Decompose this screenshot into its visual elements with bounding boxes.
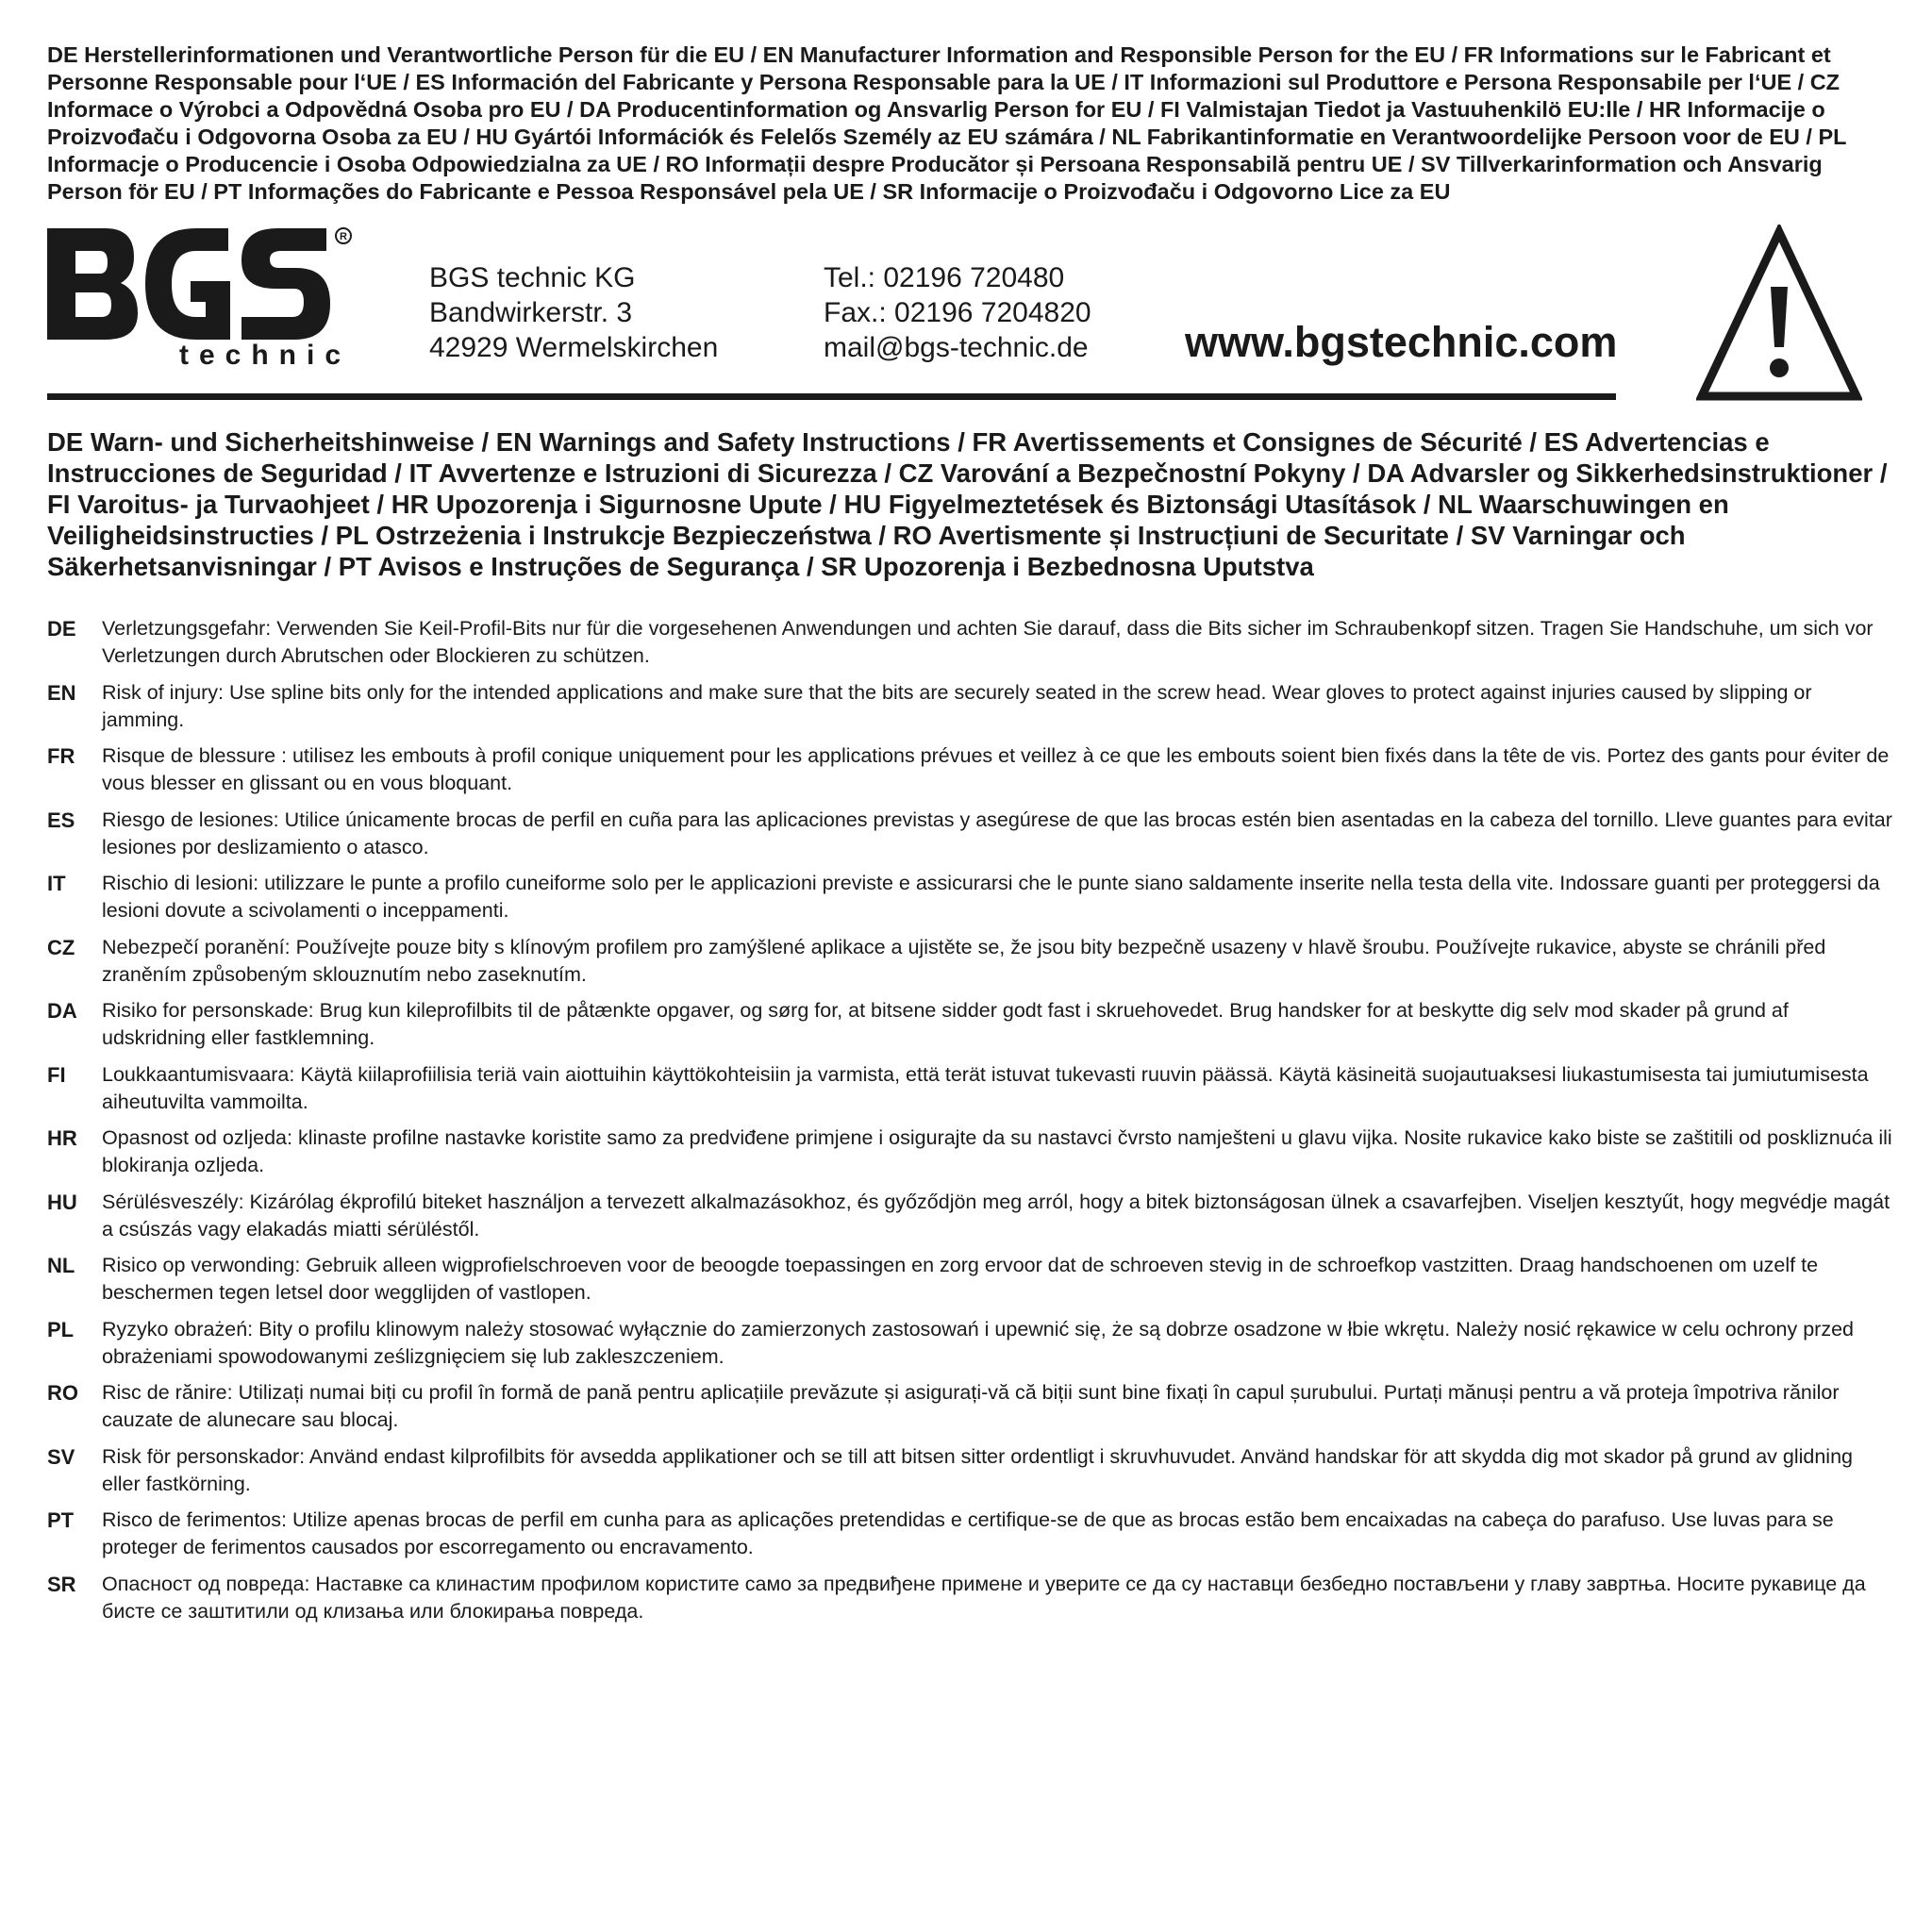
language-code: DA	[47, 999, 77, 1023]
contact-fax: Fax.: 02196 7204820	[824, 297, 1091, 328]
warning-item	[47, 870, 1896, 934]
warning-item	[47, 1061, 1896, 1125]
warning-text: Opasnost od ozljeda: klinaste profilne nastavke koristite samo za predviđene primjene i osigurajte da su nastavci čvrsto namješteni u glavu vijka. Nosite rukavice kako biste se zaštitili od poskliznuća ili blokiranja ozljeda.	[102, 1126, 1892, 1176]
website-url: www.bgstechnic.com	[1185, 318, 1618, 366]
language-code: DE	[47, 617, 76, 641]
warning-text: Risc de rănire: Utilizați numai biți cu profil în formă de pană pentru aplicațiile prevăzute și asigurați-vă că biții sunt bine fixați în capul șurubului. Purtați mănuși pentru a vă proteja împotriva rănilor cauzate de alunecare sau blocaj.	[102, 1381, 1840, 1431]
warning-item	[47, 1571, 1896, 1635]
warning-item	[47, 1252, 1896, 1316]
language-code: NL	[47, 1254, 75, 1277]
warning-item	[47, 1189, 1896, 1253]
warning-text: Loukkaantumisvaara: Käytä kiilaprofiilisia teriä vain aiottuihin käyttökohteisiin ja varmista, että terät istuvat tukevasti ruuvin päässä. Käytä käsineitä suojautuaksesi liukastumisesta tai jumiutumisesta aiheutuvilta vammoilta.	[102, 1062, 1869, 1113]
warning-text: Опасност од повреда: Наставке са клинастим профилом користите само за предвиђене примене и уверите се да су наставци безбедно постављени у главу завртња. Носите рукавице да бисте се заштитили од клизања или блокирања повреда.	[102, 1572, 1866, 1623]
warning-item	[47, 1443, 1896, 1507]
company-city: 42929 Wermelskirchen	[429, 332, 719, 363]
warning-item	[47, 997, 1896, 1061]
warning-item	[47, 1379, 1896, 1443]
company-street: Bandwirkerstr. 3	[429, 297, 633, 328]
warning-item	[47, 742, 1896, 807]
language-code: PL	[47, 1317, 75, 1341]
bgs-technic-logo	[47, 226, 358, 368]
contact-mail: mail@bgs-technic.de	[824, 332, 1089, 363]
warnings-list	[47, 615, 1896, 1634]
language-code: HU	[47, 1190, 77, 1214]
warning-text: Ryzyko obrażeń: Bity o profilu klinowym należy stosować wyłącznie do zamierzonych zastosowań i upewnić się, że są dobrze osadzone w łbie wkrętu. Należy nosić rękawice w celu ochrony przed obrażeniami spowodowanymi ześlizgnięciem się lub zakleszczeniem.	[102, 1317, 1855, 1368]
warning-text: Risque de blessure : utilisez les embouts à profil conique uniquement pour les applications prévues et veillez à ce que les embouts soient bien fixés dans la tête de vis. Portez des gants pour éviter de vous blesser en glissant ou en vous bloquant.	[102, 744, 1890, 794]
warning-text: Risco de ferimentos: Utilize apenas brocas de perfil em cunha para as aplicações pretendidas e certifique-se de que as brocas estão bem encaixadas na cabeça do parafuso. Use luvas para se proteger de ferimentos causados por escorregamento ou encravamento.	[102, 1508, 1834, 1558]
warning-item	[47, 1316, 1896, 1380]
warning-item	[47, 807, 1896, 871]
svg-text:technic: technic	[179, 340, 352, 368]
language-code: FI	[47, 1062, 66, 1087]
warning-text: Risico op verwonding: Gebruik alleen wigprofielschroeven voor de beoogde toepassingen en zorg ervoor dat de schroeven stevig in de schroefkop vastzitten. Draag handschoenen om uzelf te beschermen tegen letsel door wegglijden of vastlopen.	[102, 1254, 1819, 1304]
manufacturer-info-heading: DE Herstellerinformationen und Verantwortliche Person für die EU / EN Manufacturer Information and Responsible Person for the EU / FR Informations sur le Fabricant et Personne Responsable pour l‘UE / ES Información del Fabricante y Persona Responsable para la UE / IT Informazioni sul Produttore e Persona Responsabile per l‘UE / CZ Informace o Výrobci a Odpovědná Osoba pro EU / DA Producentinformation og Ansvarlig Person for EU / FI Valmistajan Tiedot ja Vastuuhenkilö EU:lle / HR Informacije o Proizvođaču i Odgovorna Osoba za EU / HU Gyártói Információk és Felelős Személy az EU számára / NL Fabrikantinformatie en Verantwoordelijke Persoon voor de EU / PL Informacje o Producencie i Osoba Odpowiedzialna za UE / RO Informații despre Producător și Persoana Responsabilă pentru UE / SV Tillverkarinformation och Ansvarig Person för EU / PT Informações do Fabricante e Pessoa Responsável pela UE / SR Informacije o Proizvođaču i Odgovorno Lice za EU	[47, 42, 1847, 204]
warning-item	[47, 679, 1896, 743]
contact-tel: Tel.: 02196 720480	[824, 262, 1065, 293]
language-code: PT	[47, 1508, 75, 1532]
warning-text: Verletzungsgefahr: Verwenden Sie Keil-Profil-Bits nur für die vorgesehenen Anwendungen und achten Sie darauf, dass die Bits sicher im Schraubenkopf sitzen. Tragen Sie Handschuhe, um sich vor Verletzungen durch Abrutschen oder Blockieren zu schützen.	[102, 617, 1874, 667]
language-code: SV	[47, 1444, 75, 1469]
warning-text: Risk of injury: Use spline bits only for the intended applications and make sure that the bits are securely seated in the screw head. Wear gloves to protect against injuries caused by slipping or jamming.	[102, 680, 1812, 731]
warning-item	[47, 934, 1896, 998]
warning-text: Rischio di lesioni: utilizzare le punte a profilo cuneiforme solo per le applicazioni previste e assicurarsi che le punte siano saldamente inserite nella testa della vite. Indossare guanti per proteggersi da lesioni dovute a scivolamenti o inceppamenti.	[102, 872, 1880, 922]
language-code: FR	[47, 744, 75, 768]
company-address	[429, 260, 718, 365]
warning-item	[47, 1507, 1896, 1571]
language-code: ES	[47, 808, 75, 832]
company-contact	[824, 260, 1091, 365]
language-code: EN	[47, 680, 76, 705]
warning-text: Nebezpečí poranění: Používejte pouze bity s klínovým profilem pro zamýšlené aplikace a ujistěte se, že jsou bity bezpečně usazeny v hlavě šroubu. Používejte rukavice, abyste se chránili před zraněním způsobeným sklouznutím nebo zaseknutím.	[102, 935, 1826, 986]
language-code: RO	[47, 1381, 78, 1405]
warning-item	[47, 1124, 1896, 1189]
language-code: SR	[47, 1572, 76, 1596]
language-code: HR	[47, 1126, 77, 1150]
svg-text:R: R	[340, 231, 347, 242]
warning-text: Risiko for personskade: Brug kun kileprofilbits til de påtænkte opgaver, og sørg for, at bitsene sidder godt fast i skruehovedet. Brug handsker for at beskytte dig selv mod skader på grund af udskridning eller fastklemning.	[102, 999, 1789, 1049]
warning-item	[47, 615, 1896, 679]
language-code: IT	[47, 872, 66, 895]
header-divider	[47, 393, 1616, 400]
warning-text: Riesgo de lesiones: Utilice únicamente brocas de perfil en cuña para las aplicaciones previstas y asegúrese de que las brocas estén bien asentadas en la cabeza del tornillo. Lleve guantes para evitar lesiones por deslizamiento o atasco.	[102, 808, 1892, 858]
warning-triangle-icon	[1696, 225, 1862, 404]
warning-text: Risk för personskador: Använd endast kilprofilbits för avsedda applikationer och se till att bitsen sitter ordentligt i skruvhuvudet. Använd handskar för att skydda dig mot skador på grund av glidning eller fastkörning.	[102, 1444, 1854, 1495]
warning-text: Sérülésveszély: Kizárólag ékprofilú biteket használjon a tervezett alkalmazásokhoz, és győződjön meg arról, hogy a bitek biztonságosan ülnek a csavarfejben. Viseljen kesztyűt, hogy megvédje magát a csúszás vagy elakadás miatti sérüléstől.	[102, 1190, 1890, 1241]
company-name: BGS technic KG	[429, 262, 636, 293]
language-code: CZ	[47, 935, 75, 959]
safety-instructions-heading: DE Warn- und Sicherheitshinweise / EN Warnings and Safety Instructions / FR Avertissements et Consignes de Sécurité / ES Advertencias e Instrucciones de Seguridad / IT Avvertenze e Istruzioni di Sicurezza / CZ Varování a Bezpečnostní Pokyny / DA Advarsler og Sikkerhedsinstruktioner / FI Varoitus- ja Turvaohjeet / HR Upozorenja i Sigurnosne Upute / HU Figyelmeztetések és Biztonsági Utasítások / NL Waarschuwingen en Veiligheidsinstructies / PL Ostrzeżenia i Instrukcje Bezpieczeństwa / RO Avertismente și Instrucțiuni de Securitate / SV Varningar och Säkerhetsanvisningar / PT Avisos e Instruções de Segurança / SR Upozorenja i Bezbednosna Uputstva	[47, 427, 1888, 581]
